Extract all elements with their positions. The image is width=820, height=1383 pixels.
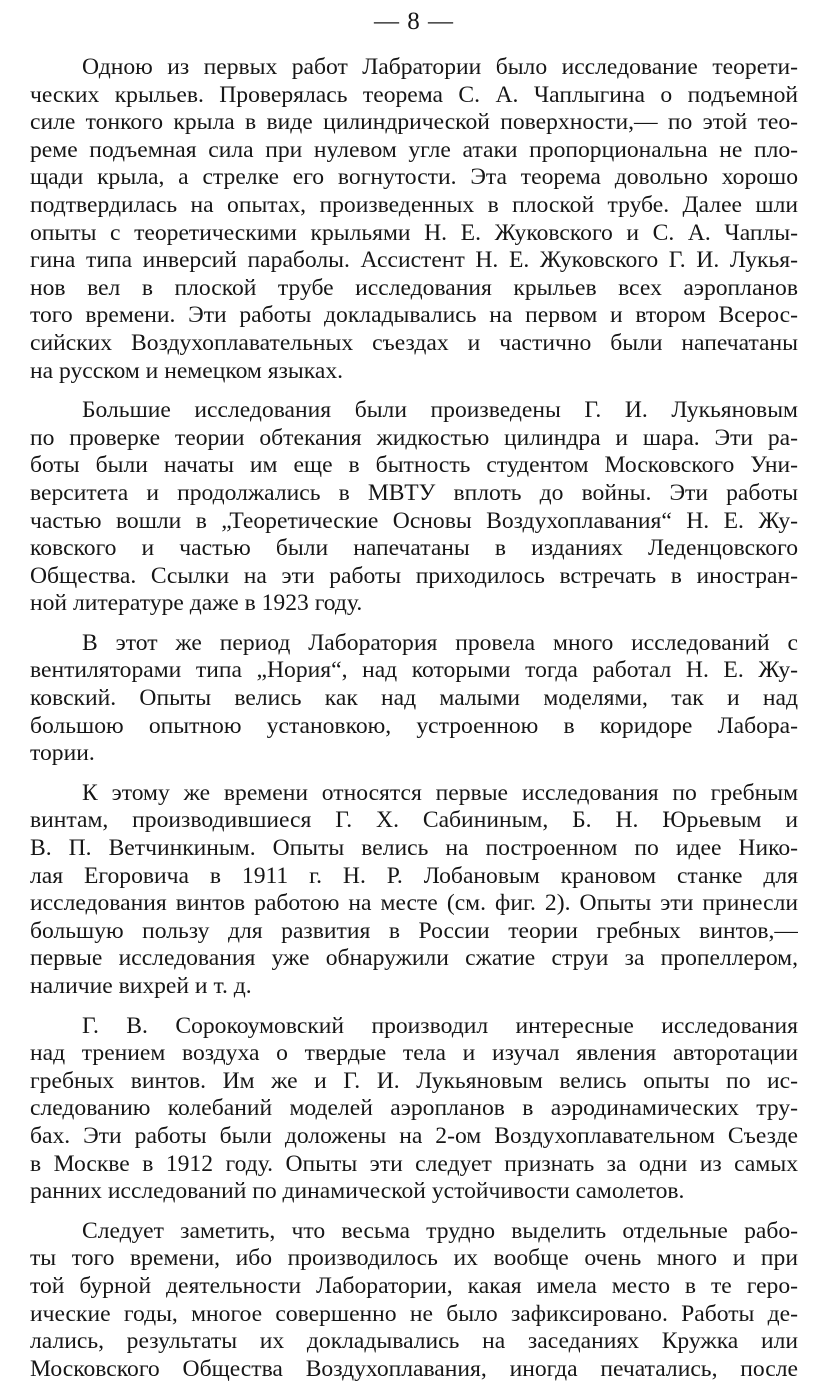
text-line: Одною из первых работ Лабратории было исследование теорети- [82, 54, 798, 80]
page-number: — 8 — [374, 8, 454, 35]
text-line: на русском и немецком языках. [30, 357, 344, 384]
text-line: исследования винтов работою на месте (см. фиг. 2). Опыты эти принесли [30, 890, 798, 917]
paragraph [30, 630, 798, 768]
text-line: ковский. Опыты велись как над малыми моделями, так и над [30, 685, 798, 712]
text-line: Г. В. Сорокоумовский производил интересные исследования [82, 1012, 798, 1039]
text-line: ты того времени, ибо производилось их вообще очень много и при [30, 1245, 798, 1272]
text-line: первые исследования уже обнаружили сжатие струи за пропеллером, [30, 945, 798, 972]
text-line: винтам, производившиеся Г. Х. Сабининым, Б. Н. Юрьевым и [30, 807, 798, 834]
text-line: следованию колебаний моделей аэропланов в аэродинамических тру- [30, 1095, 798, 1122]
paragraph [30, 780, 798, 1001]
text-line: ковского и частью были напечатаны в изданиях Леденцовского [30, 535, 798, 562]
text-line: лая Егоровича в 1911 г. Н. Р. Лобановым крановом станке для [30, 862, 798, 889]
text-line: лались, результаты их докладывались на заседаниях Кружка или [30, 1328, 798, 1355]
text-line: большою опытною установкою, устроенною в коридоре Лабора- [30, 712, 798, 739]
text-line: К этому же времени относятся первые исследования по гребным [82, 779, 798, 806]
text-line: Большие исследования были произведены Г. И. Лукьяновым [82, 397, 798, 424]
text-line: над трением воздуха о твердые тела и изучал явления авторотации [30, 1040, 798, 1067]
text-line: опыты с теоретическими крыльями Н. Е. Жуковского и С. А. Чаплы- [30, 219, 798, 246]
text-line: верситета и продолжались в МВТУ вплоть до войны. Эти работы [30, 479, 798, 506]
text-line: того времени. Эти работы докладывались на первом и втором Всерос- [30, 302, 798, 329]
text-line: Московского Общества Воздухоплавания, иногда печатались, после [30, 1355, 798, 1382]
text-line: Следует заметить, что весьма трудно выделить отдельные рабо- [82, 1217, 798, 1244]
paragraph [30, 1218, 798, 1383]
text-line: ной литературе даже в 1923 году. [30, 590, 363, 617]
text-line: большую пользу для развития в России теории гребных винтов,— [30, 917, 798, 944]
text-line: наличие вихрей и т. д. [30, 973, 252, 999]
paragraph [30, 397, 798, 618]
paragraph [30, 1013, 798, 1206]
text-line: подтвердилась на опытах, произведенных в плоской трубе. Далее шли [30, 191, 798, 218]
text-line: реме подъемная сила при нулевом угле атаки пропорциональна не пло- [30, 136, 798, 163]
text-line: силе тонкого крыла в виде цилиндрической поверхности,— по этой тео- [30, 109, 798, 136]
text-line: частью вошли в „Теоретические Основы Воздухоплавания“ Н. Е. Жу- [30, 507, 798, 534]
text-line: по проверке теории обтекания жидкостью цилиндра и шара. Эти ра- [30, 424, 798, 451]
text-line: той бурной деятельности Лаборатории, какая имела место в те геро- [30, 1272, 798, 1299]
text-line: ческих крыльев. Проверялась теорема С. А. Чаплыгина о подъемной [30, 81, 798, 108]
text-line: бах. Эти работы были доложены на 2-ом Воздухоплавательном Съезде [30, 1122, 798, 1149]
text-line: гребных винтов. Им же и Г. И. Лукьяновым велись опыты по ис- [30, 1067, 798, 1094]
text-line: гина типа инверсий параболы. Ассистент Н. Е. Жуковского Г. И. Лукья- [30, 247, 798, 274]
body-text [30, 54, 798, 1383]
text-line: тории. [30, 740, 95, 767]
text-line: В этот же период Лаборатория провела много исследований с [82, 629, 798, 656]
text-line: В. П. Ветчинкиным. Опыты велись на построенном по идее Нико- [30, 835, 798, 862]
text-line: боты были начаты им еще в бытность студентом Московского Уни- [30, 452, 798, 479]
text-line: Общества. Ссылки на эти работы приходилось встречать в иностран- [30, 562, 798, 589]
text-line: сийских Воздухоплавательных съездах и частично были напечатаны [30, 329, 798, 356]
text-line: вентиляторами типа „Нория“, над которыми тогда работал Н. Е. Жу- [30, 657, 798, 684]
text-line: нов вел в плоской трубе исследования крыльев всех аэропланов [30, 274, 798, 301]
paragraph [30, 54, 798, 385]
text-line: в Москве в 1912 году. Опыты эти следует признать за одни из самых [30, 1150, 798, 1177]
text-line: ранних исследований по динамической устойчивости самолетов. [30, 1178, 685, 1205]
text-line: ические годы, многое совершенно не было зафиксировано. Работы де- [30, 1300, 798, 1327]
text-line: щади крыла, а стрелке его вогнутости. Эта теорема довольно хорошо [30, 164, 798, 191]
